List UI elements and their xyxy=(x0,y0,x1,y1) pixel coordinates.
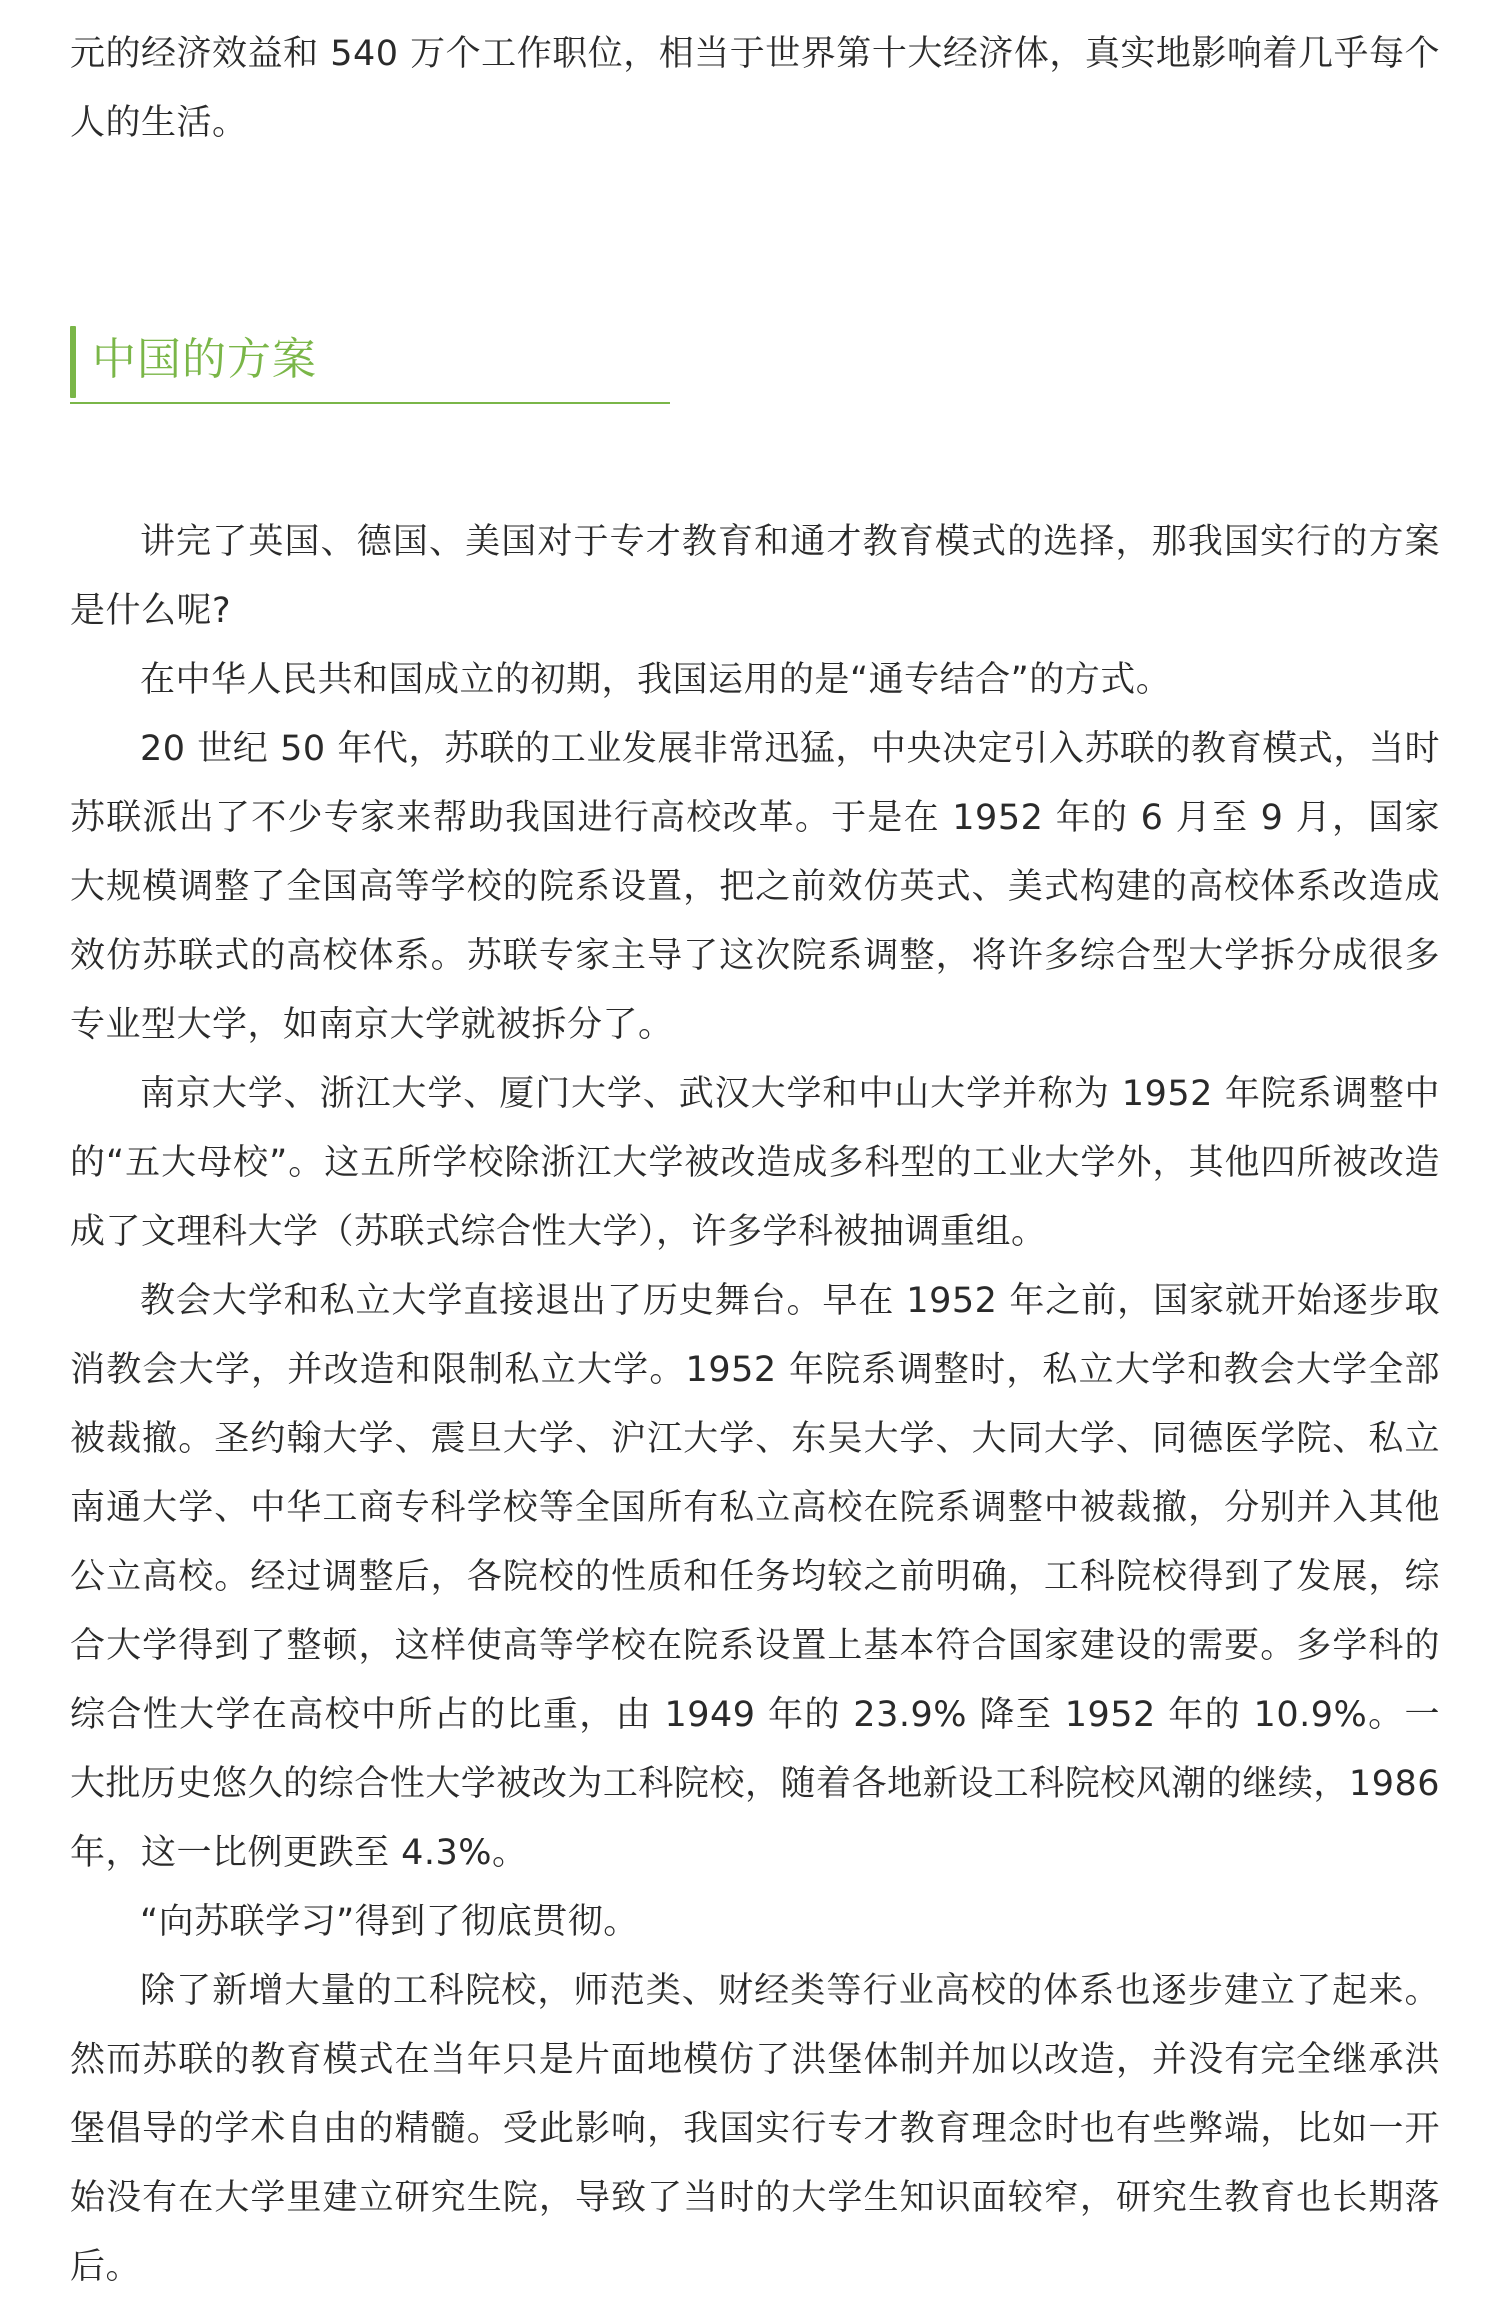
body-paragraph: 在中华人民共和国成立的初期，我国运用的是“通专结合”的方式。 xyxy=(140,660,1172,700)
section-title: 中国的方案 xyxy=(92,334,317,385)
body-paragraph: “向苏联学习”得到了彻底贯彻。 xyxy=(140,1902,639,1942)
intro-paragraph: 元的经济效益和 540 万个工作职位，相当于世界第十大经济体，真实地影响着几乎每个人的生活。 xyxy=(70,34,1440,143)
body-paragraph: 除了新增大量的工科院校，师范类、财经类等行业高校的体系也逐步建立了起来。然而苏联的教育模式在当年只是片面地模仿了洪堡体制并加以改造，并没有完全继承洪堡倡导的学术自由的精髓。受此影响，我国实行专才教育理念时也有些弊端，比如一开始没有在大学里建立研究生院，导致了当时的大学生知识面较窄，研究生教育也长期落后。 xyxy=(70,1971,1440,2287)
body-paragraph: 20 世纪 50 年代，苏联的工业发展非常迅猛，中央决定引入苏联的教育模式，当时苏联派出了不少专家来帮助我国进行高校改革。于是在 1952 年的 6 月至 9 月，国家大规模调整了全国高等学校的院系设置，把之前效仿英式、美式构建的高校体系改造成效仿苏联式的高校体系。苏联专家主导了这次院系调整，将许多综合型大学拆分成很多专业型大学，如南京大学就被拆分了。 xyxy=(70,729,1440,1045)
body-paragraph: 讲完了英国、德国、美国对于专才教育和通才教育模式的选择，那我国实行的方案是什么呢? xyxy=(70,522,1440,631)
heading-underline xyxy=(70,402,670,404)
document-page xyxy=(70,0,1440,2302)
body-paragraph: 南京大学、浙江大学、厦门大学、武汉大学和中山大学并称为 1952 年院系调整中的“五大母校”。这五所学校除浙江大学被改造成多科型的工业大学外，其他四所被改造成了文理科大学（苏联式综合性大学），许多学科被抽调重组。 xyxy=(70,1074,1440,1252)
heading-accent-bar xyxy=(70,326,76,398)
section-heading xyxy=(70,326,670,410)
body-paragraph: 教会大学和私立大学直接退出了历史舞台。早在 1952 年之前，国家就开始逐步取消教会大学，并改造和限制私立大学。1952 年院系调整时，私立大学和教会大学全部被裁撤。圣约翰大学、震旦大学、沪江大学、东吴大学、大同大学、同德医学院、私立南通大学、中华工商专科学校等全国所有私立高校在院系调整中被裁撤，分别并入其他公立高校。经过调整后，各院校的性质和任务均较之前明确，工科院校得到了发展，综合大学得到了整顿，这样使高等学校在院系设置上基本符合国家建设的需要。多学科的综合性大学在高校中所占的比重，由 1949 年的 23.9% 降至 1952 年的 10.9%。一大批历史悠久的综合性大学被改为工科院校，随着各地新设工科院校风潮的继续，1986 年，这一比例更跌至 4.3%。 xyxy=(70,1281,1440,1873)
section-body xyxy=(70,508,1440,2302)
